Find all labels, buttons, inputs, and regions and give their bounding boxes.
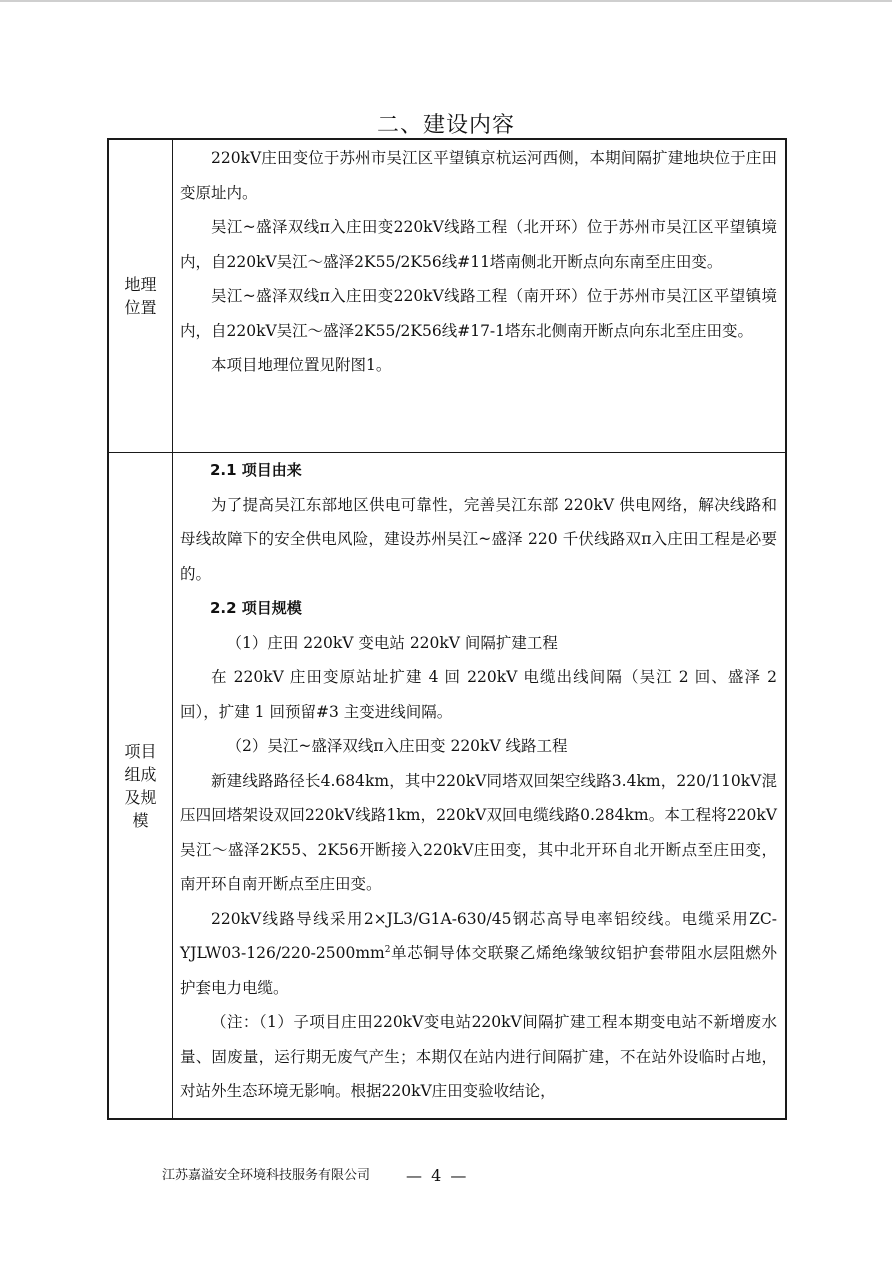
table-row <box>109 140 785 453</box>
superscript: 2 <box>384 944 391 955</box>
row-content-cell <box>173 140 785 452</box>
footer-company: 江苏嘉溢安全环境科技服务有限公司 <box>162 1168 371 1183</box>
paragraph: 本项目地理位置见附图1。 <box>211 356 392 374</box>
paragraph: 在 220kV 庄田变原站址扩建 4 回 220kV 电缆出线间隔（吴江 2 回、盛泽 2 回），扩建 1 回预留#3 主变进线间隔。 <box>180 668 777 721</box>
row-label: 地理位置 <box>124 275 157 317</box>
paragraph: 吴江~盛泽双线π入庄田变220kV线路工程（南开环）位于苏州市吴江区平望镇境内，自220kV吴江～盛泽2K55/2K56线#17-1塔东北侧南开断点向东北至庄田变。 <box>180 287 777 340</box>
row-label-cell <box>109 453 173 1118</box>
row-label-cell <box>109 140 173 452</box>
paragraph: 为了提高吴江东部地区供电可靠性，完善吴江东部 220kV 供电网络，解决线路和母线故障下的安全供电风险，建设苏州吴江~盛泽 220 千伏线路双π入庄田工程是必要的。 <box>180 495 777 583</box>
page-number: — 4 — <box>406 1166 469 1185</box>
paragraph <box>180 902 777 1006</box>
paragraph: 新建线路路径长4.684km，其中220kV同塔双回架空线路3.4km，220/110kV混压四回塔架设双回220kV线路1km，220kV双回电缆线路0.284km。本工程将220kV吴江～盛泽2K55、2K56开断接入220kV庄田变，其中北开环自北开断点至庄田变，南开环自南开断点至庄田变。 <box>180 771 777 893</box>
section-heading: 2.2 项目规模 <box>210 599 302 617</box>
subsection-heading: （1）庄田 220kV 变电站 220kV 间隔扩建工程 <box>226 633 558 652</box>
paragraph: （注：（1）子项目庄田220kV变电站220kV间隔扩建工程本期变电站不新增废水量、固废量，运行期无废气产生；本期仅在站内进行间隔扩建，不在站外设临时占地，对站外生态环境无影响。根据220kV庄田变验收结论， <box>180 1013 777 1100</box>
content-table <box>107 138 787 1120</box>
paragraph: 吴江~盛泽双线π入庄田变220kV线路工程（北开环）位于苏州市吴江区平望镇境内，自220kV吴江～盛泽2K55/2K56线#11塔南侧北开断点向东南至庄田变。 <box>180 218 777 271</box>
table-row <box>109 453 785 1118</box>
paragraph-text: 单芯铜导体交联聚乙烯绝缘皱纹铝护套带阻水层阻燃外护套电力电缆。 <box>180 944 777 997</box>
top-border-line <box>0 0 892 2</box>
paragraph: 220kV庄田变位于苏州市吴江区平望镇京杭运河西侧，本期间隔扩建地块位于庄田变原址内。 <box>180 149 777 202</box>
row-content-cell <box>173 453 785 1118</box>
page-title: 二、建设内容 <box>376 113 515 138</box>
section-heading: 2.1 项目由来 <box>210 461 302 479</box>
subsection-heading: （2）吴江~盛泽双线π入庄田变 220kV 线路工程 <box>226 737 568 755</box>
paragraph-text: 220kV线路导线采用2×JL3/G1A-630/45钢芯高导电率铝绞线。电缆采用ZC-YJLW03-126/220-2500mm <box>180 909 777 962</box>
row-label: 项目组成及规模 <box>124 741 157 830</box>
